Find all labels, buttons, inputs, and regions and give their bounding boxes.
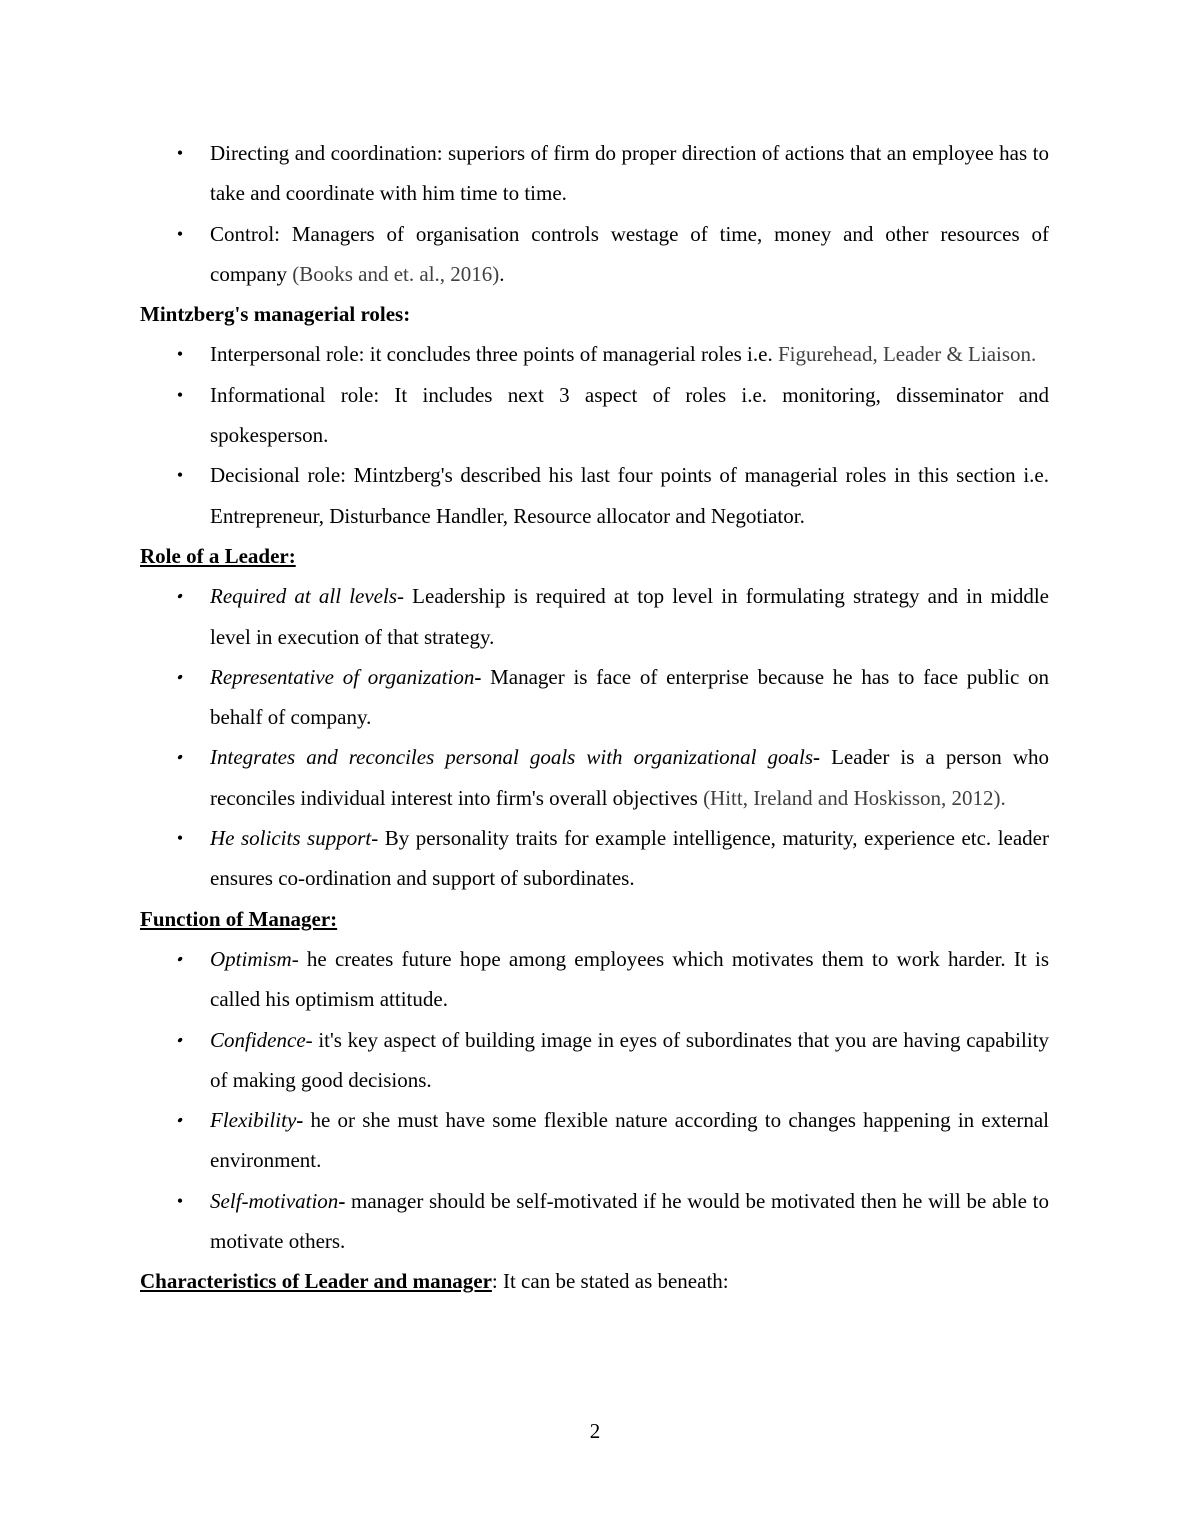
list-item-text: By personality traits for example intelligence, maturity, experience etc. leader ensures co-ordination and support of subordinates.: [210, 826, 1049, 891]
list-item-text: Decisional role: Mintzberg's described his last four points of managerial roles in this section i.e. Entrepreneur, Disturbance Handler, Resource allocator and Negotiator.: [210, 463, 1049, 528]
list-item: [140, 455, 1049, 536]
heading-text: Role of a Leader:: [140, 543, 296, 568]
list-item-text: Manager is face of enterprise because he has to face public on behalf of company.: [210, 664, 1049, 730]
section-heading-manager-function: [140, 899, 1049, 939]
term: Flexibility: [210, 1108, 297, 1133]
list-item-text: it's key aspect of building image in eyes of subordinates that you are having capability of making good decisions.: [210, 1027, 1049, 1092]
list-item: [140, 334, 1049, 374]
heading-text: Characteristics of Leader and manager: [140, 1269, 492, 1294]
citation: (Books and et. al., 2016): [292, 261, 500, 286]
bullet-icon: •: [173, 948, 187, 969]
mintzberg-roles-list: [140, 334, 1049, 535]
bullet-icon: •: [176, 223, 184, 244]
term-dash: -: [305, 1027, 313, 1052]
list-item: [140, 214, 1049, 295]
list-item-text: Control: Managers of organisation controls westage of time, money and other resources of company: [210, 221, 1049, 286]
term: Integrates and reconciles personal goals with organizational goals: [210, 745, 814, 770]
list-item: [140, 1181, 1049, 1262]
term-dash: -: [291, 946, 299, 971]
term-dash: -: [474, 664, 482, 689]
bullet-icon: •: [176, 1190, 184, 1211]
list-item-text: he or she must have some flexible nature according to changes happening in external environment.: [210, 1108, 1049, 1173]
term-dash: -: [296, 1108, 304, 1133]
term-dash: -: [397, 584, 405, 609]
bullet-icon: •: [176, 344, 184, 365]
bullet-icon: •: [176, 143, 184, 163]
section-heading-characteristics: [140, 1261, 1049, 1301]
list-item: [140, 737, 1049, 818]
leader-role-list: [140, 576, 1049, 898]
list-item-text: manager should be self-motivated if he would be motivated then he will be able to motivate others.: [210, 1188, 1049, 1254]
list-item-text: Leadership is required at top level in formulating strategy and in middle level in execution of that strategy.: [210, 584, 1049, 649]
bullet-icon: •: [176, 465, 184, 486]
list-item: [140, 1020, 1049, 1101]
bullet-icon: •: [173, 666, 187, 687]
bullet-icon: •: [173, 1029, 187, 1050]
list-item-text: Informational role: It includes next 3 aspect of roles i.e. monitoring, disseminator and spokesperson.: [210, 382, 1049, 448]
list-item-text: Directing and coordination: superiors of firm do proper direction of actions that an employee has to take and coordinate with him time to time.: [210, 141, 1049, 206]
term: Required at all levels: [210, 584, 398, 609]
term-dash: -: [371, 826, 379, 851]
term-dash: -: [813, 745, 821, 770]
cited-text: Figurehead, Leader & Liaison.: [777, 342, 1037, 367]
bullet-icon: •: [173, 586, 187, 607]
bullet-icon: •: [173, 747, 187, 768]
term: Confidence: [210, 1027, 306, 1052]
list-item-end: .: [1000, 785, 1006, 810]
list-item: [140, 576, 1049, 657]
list-item: [140, 133, 1049, 214]
heading-text: Function of Manager:: [140, 906, 338, 931]
term: He solicits support: [210, 826, 372, 851]
list-item: [140, 375, 1049, 456]
list-item: [140, 1100, 1049, 1181]
list-item-text: he creates future hope among employees which motivates them to work harder. It is called his optimism attitude.: [210, 946, 1049, 1012]
term: Optimism: [210, 946, 292, 971]
bullet-icon: •: [176, 384, 184, 405]
citation: (Hitt, Ireland and Hoskisson, 2012): [703, 785, 1001, 810]
list-item: [140, 818, 1049, 899]
manager-function-list: [140, 939, 1049, 1261]
section-heading-mintzberg: Mintzberg's managerial roles:: [140, 302, 411, 327]
term-dash: -: [338, 1188, 346, 1213]
bullet-icon: •: [176, 828, 184, 849]
document-page: [140, 133, 1049, 1302]
term: Representative of organization: [210, 664, 475, 689]
term: Self-motivation: [210, 1188, 339, 1213]
functions-list: [140, 133, 1049, 294]
list-item-text: Interpersonal role: it concludes three points of managerial roles i.e.: [210, 342, 778, 367]
section-heading-leader-role: [140, 536, 1049, 576]
page-number: 2: [589, 1419, 601, 1443]
heading-tail: : It can be stated as beneath:: [491, 1269, 729, 1294]
list-item-text: Leader is a person who reconciles individual interest into firm's overall objectives: [210, 745, 1050, 810]
list-item: [140, 657, 1049, 738]
list-item: [140, 939, 1049, 1020]
bullet-icon: •: [173, 1110, 187, 1131]
list-item-end: .: [499, 261, 505, 286]
